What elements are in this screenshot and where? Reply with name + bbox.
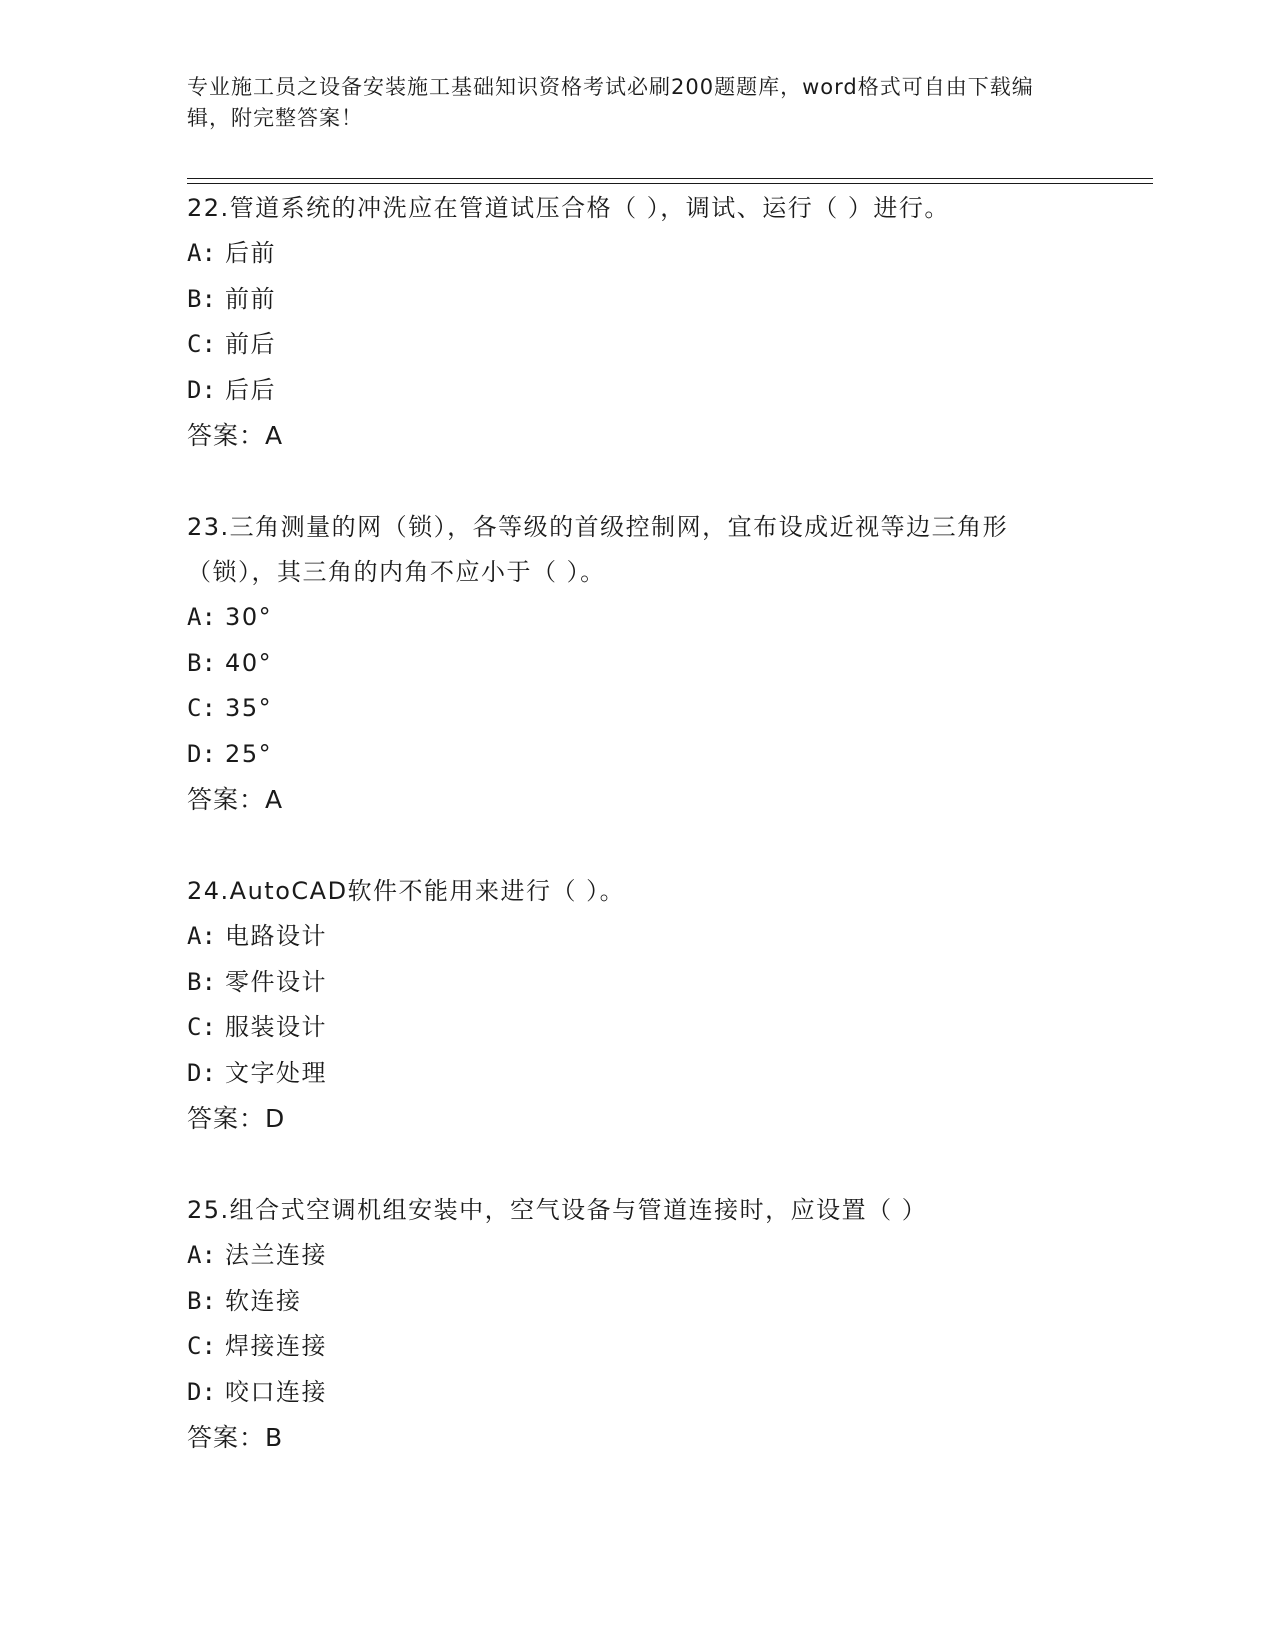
option-text: 法兰连接 <box>225 1241 328 1269</box>
option-c <box>187 686 1067 732</box>
option-text: 零件设计 <box>225 967 328 996</box>
option-letter: D: <box>187 1377 216 1406</box>
option-letter: C: <box>187 694 216 722</box>
answer-line: 答案：D <box>187 1104 286 1133</box>
header-divider-top <box>187 178 1153 179</box>
option-text: 后后 <box>225 375 277 404</box>
option-text: 30° <box>225 603 273 631</box>
option-letter: A: <box>187 922 216 950</box>
question-22 <box>187 186 1087 458</box>
option-letter: B: <box>187 648 216 677</box>
question-title: 23.三角测量的网（锁），各等级的首级控制网，宜布设成近视等边三角形（锁），其三角的内角不应小于（ ）。 <box>187 513 1009 586</box>
option-letter: B: <box>187 967 216 996</box>
option-letter: C: <box>187 1013 216 1041</box>
option-b <box>187 960 1087 1006</box>
option-letter: D: <box>187 1058 216 1087</box>
option-d <box>187 1370 1087 1416</box>
option-d <box>187 1051 1087 1097</box>
option-letter: A: <box>187 1241 216 1269</box>
option-a <box>187 595 1067 641</box>
answer-line: 答案：A <box>187 421 284 450</box>
option-letter: B: <box>187 1286 216 1315</box>
option-text: 电路设计 <box>225 922 328 950</box>
option-b <box>187 641 1067 687</box>
question-24 <box>187 869 1087 1141</box>
option-letter: D: <box>187 739 216 768</box>
answer-line: 答案：A <box>187 785 284 814</box>
option-c <box>187 322 1087 368</box>
answer-line: 答案：B <box>187 1423 284 1452</box>
question-23 <box>187 505 1067 822</box>
option-text: 后前 <box>225 239 277 267</box>
option-letter: C: <box>187 1332 216 1360</box>
question-25 <box>187 1188 1087 1460</box>
option-letter: B: <box>187 284 216 313</box>
option-c <box>187 1005 1087 1051</box>
option-d <box>187 732 1067 778</box>
header-divider-bottom <box>187 183 1153 184</box>
question-title: 22.管道系统的冲洗应在管道试压合格（ ），调试、运行（ ）进行。 <box>187 194 950 222</box>
option-letter: D: <box>187 375 216 404</box>
option-b <box>187 1279 1087 1325</box>
option-text: 40° <box>225 648 273 677</box>
option-text: 焊接连接 <box>225 1332 328 1360</box>
option-a <box>187 231 1087 277</box>
option-a <box>187 1233 1087 1279</box>
option-text: 软连接 <box>225 1286 302 1315</box>
option-text: 25° <box>225 739 273 768</box>
option-a <box>187 914 1087 960</box>
option-text: 前前 <box>225 284 277 313</box>
option-text: 咬口连接 <box>225 1377 328 1406</box>
document-header: 专业施工员之设备安装施工基础知识资格考试必刷200题题库，word格式可自由下载编辑，附完整答案！ <box>187 75 1034 130</box>
option-letter: A: <box>187 603 216 631</box>
option-letter: A: <box>187 239 216 267</box>
option-c <box>187 1324 1087 1370</box>
option-text: 35° <box>225 694 273 722</box>
option-d <box>187 368 1087 414</box>
option-text: 前后 <box>225 330 277 358</box>
option-text: 服装设计 <box>225 1013 328 1041</box>
question-title: 24.AutoCAD软件不能用来进行（ ）。 <box>187 877 626 905</box>
option-letter: C: <box>187 330 216 358</box>
option-b <box>187 277 1087 323</box>
option-text: 文字处理 <box>225 1058 328 1087</box>
question-title: 25.组合式空调机组安装中，空气设备与管道连接时，应设置（ ） <box>187 1196 928 1224</box>
